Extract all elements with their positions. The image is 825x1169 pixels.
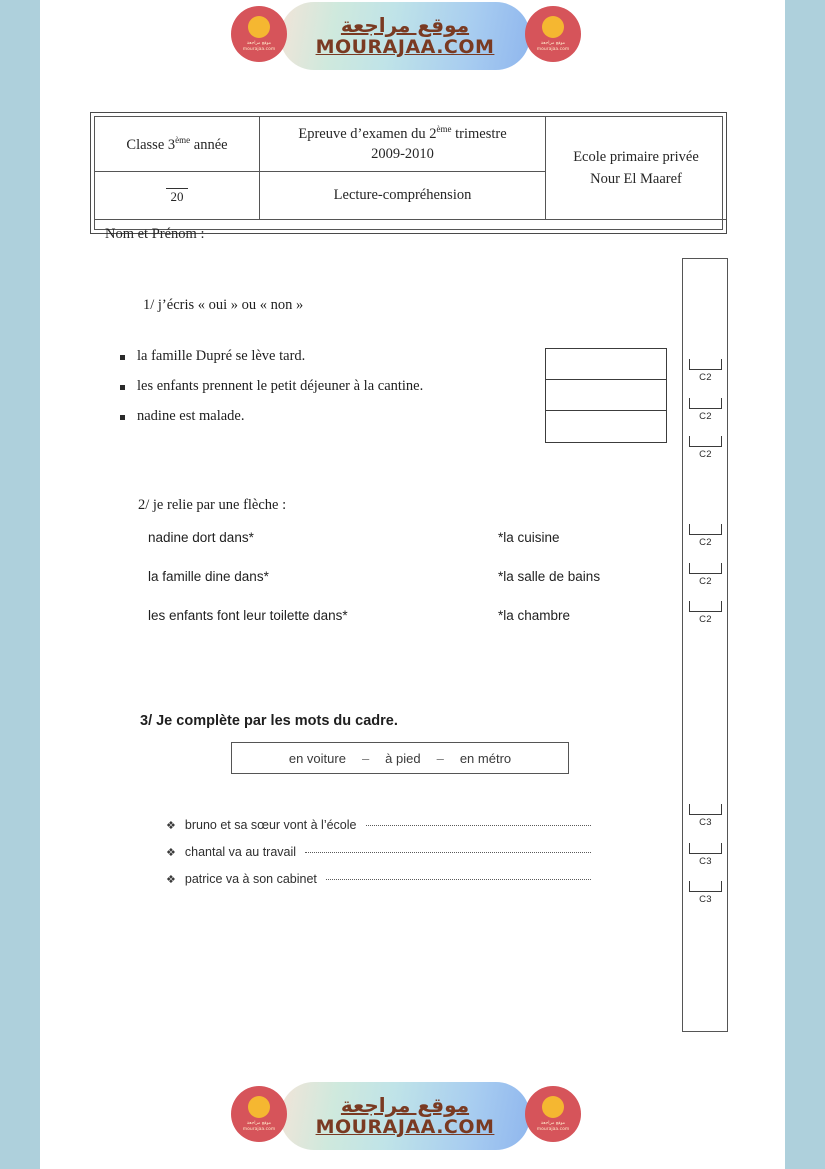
diamond-bullet-icon: ❖: [166, 819, 176, 832]
matching-right-item[interactable]: *la salle de bains: [498, 569, 601, 584]
logo-badge-icon: [542, 1096, 564, 1118]
statement-text: la famille Dupré se lève tard.: [137, 348, 306, 364]
competency-label: C2: [699, 411, 712, 422]
logo-caption-ar: موقع مراجعة: [246, 40, 272, 46]
header-cell-epreuve: [260, 117, 546, 172]
answer-blank-line[interactable]: [305, 852, 591, 853]
header-cell-matiere: Lecture-compréhension: [260, 172, 546, 220]
logo-caption-en: mourajaa.com: [536, 1126, 570, 1132]
word-bank-item: à pied: [385, 750, 421, 766]
competency-label: C2: [699, 614, 712, 625]
logo-caption-ar: موقع مراجعة: [246, 1120, 272, 1126]
classe-text: [126, 135, 227, 154]
ecole-line-2: Nour El Maaref: [590, 170, 682, 187]
competency-label: C3: [699, 894, 712, 905]
header-cell-note: [95, 172, 260, 220]
banner-site-url: MOURAJAA.COM: [315, 1116, 495, 1139]
epreuve-school-year: 2009-2010: [371, 146, 434, 163]
competency-bracket-icon: [689, 843, 722, 854]
banner-text-group: [280, 2, 530, 70]
logo-badge-icon: [248, 16, 270, 38]
exam-header-table: [90, 112, 727, 242]
competency-mark: [689, 563, 722, 587]
word-bank-item: en métro: [459, 750, 512, 766]
diamond-bullet-icon: ❖: [166, 873, 176, 886]
sentence-text: chantal va au travail: [184, 845, 297, 859]
matching-row: [148, 608, 648, 623]
epreuve-text-b: trimestre: [451, 126, 507, 143]
answer-blank-line[interactable]: [366, 825, 592, 826]
answer-cell[interactable]: [546, 380, 666, 411]
header-cell-ecole: [546, 117, 726, 220]
competency-bracket-icon: [689, 359, 722, 370]
competency-label: C2: [699, 576, 712, 587]
sentence-text: bruno et sa sœur vont à l’école: [184, 818, 357, 832]
exercise-3-fill-in-list: [166, 818, 591, 899]
competency-label: C2: [699, 449, 712, 460]
statement-text: les enfants prennent le petit déjeuner à la cantine.: [137, 378, 424, 394]
competency-margin-column: [682, 258, 728, 1032]
matching-left-item[interactable]: les enfants font leur toilette dans*: [148, 608, 348, 623]
logo-caption-en: mourajaa.com: [536, 46, 570, 52]
list-item: [166, 818, 591, 832]
logo-caption-en: mourajaa.com: [242, 46, 276, 52]
mourajaa-logo-icon-right: [525, 6, 581, 62]
word-separator: –: [361, 750, 370, 766]
banner-arabic-title: موقع مراجعة: [340, 1093, 470, 1118]
epreuve-text-a: Epreuve d’examen du 2: [298, 126, 437, 143]
matching-left-item[interactable]: la famille dine dans*: [148, 569, 269, 584]
diamond-bullet-icon: ❖: [166, 846, 176, 859]
header-cell-nom-prenom: Nom et Prénom :: [105, 225, 205, 242]
matching-right-item[interactable]: *la chambre: [498, 608, 571, 623]
square-bullet-icon: [120, 385, 125, 390]
competency-bracket-icon: [689, 524, 722, 535]
classe-prefix: Classe 3: [126, 136, 176, 153]
word-separator: –: [436, 750, 444, 766]
exercise-3-title: 3/ Je complète par les mots du cadre.: [140, 713, 398, 729]
competency-mark: [689, 524, 722, 548]
banner-text-group: [280, 1082, 530, 1150]
competency-mark: [689, 843, 722, 867]
list-item: [120, 408, 540, 425]
word-bank-item: en voiture: [288, 750, 346, 766]
competency-label: C2: [699, 372, 712, 383]
classe-suffix: année: [190, 136, 228, 153]
exercise-1-statement-list: [120, 348, 540, 438]
exercise-1-answer-grid[interactable]: [545, 348, 667, 443]
competency-bracket-icon: [689, 563, 722, 574]
classe-ordinal: ème: [175, 134, 191, 145]
epreuve-ordinal: ème: [436, 124, 452, 135]
square-bullet-icon: [120, 415, 125, 420]
mourajaa-logo-icon-left: [231, 1086, 287, 1142]
logo-caption-ar: موقع مراجعة: [540, 40, 566, 46]
list-item: [120, 348, 540, 365]
banner-arabic-title: موقع مراجعة: [340, 13, 470, 38]
list-item: [120, 378, 540, 395]
square-bullet-icon: [120, 355, 125, 360]
logo-caption: [537, 1121, 569, 1132]
mourajaa-logo-icon-left: [231, 6, 287, 62]
answer-cell[interactable]: [546, 411, 666, 442]
logo-caption-ar: موقع مراجعة: [540, 1120, 566, 1126]
matching-right-item[interactable]: *la cuisine: [498, 530, 560, 545]
answer-cell[interactable]: [546, 349, 666, 380]
answer-blank-line[interactable]: [326, 879, 591, 880]
matching-row: [148, 569, 648, 584]
competency-mark: [689, 436, 722, 460]
competency-mark: [689, 601, 722, 625]
logo-caption: [243, 41, 275, 52]
logo-caption-en: mourajaa.com: [242, 1126, 276, 1132]
exercise-2-matching-list: [148, 530, 648, 647]
list-item: [166, 872, 591, 886]
competency-label: C3: [699, 856, 712, 867]
logo-badge-icon: [542, 16, 564, 38]
score-fraction: [166, 188, 188, 203]
competency-mark: [689, 359, 722, 383]
exercise-2-title: 2/ je relie par une flèche :: [138, 497, 287, 513]
score-denominator: 20: [170, 189, 184, 204]
logo-caption: [243, 1121, 275, 1132]
competency-bracket-icon: [689, 804, 722, 815]
exercise-1-title: 1/ j’écris « oui » ou « non »: [143, 297, 304, 313]
ecole-line-1: Ecole primaire privée: [573, 149, 699, 166]
competency-bracket-icon: [689, 398, 722, 409]
competency-mark: [689, 398, 722, 422]
matching-row: [148, 530, 648, 545]
competency-mark: [689, 804, 722, 828]
mourajaa-logo-icon-right: [525, 1086, 581, 1142]
logo-badge-icon: [248, 1096, 270, 1118]
competency-bracket-icon: [689, 881, 722, 892]
competency-label: C3: [699, 817, 712, 828]
competency-bracket-icon: [689, 436, 722, 447]
competency-bracket-icon: [689, 601, 722, 612]
header-cell-classe: [95, 117, 260, 172]
competency-mark: [689, 881, 722, 905]
header-table-inner-border: [94, 116, 723, 242]
exercise-3-word-bank: [231, 742, 569, 774]
banner-site-url: MOURAJAA.COM: [315, 36, 495, 59]
watermark-banner-bottom: [225, 1080, 585, 1152]
watermark-banner-top: [225, 0, 585, 72]
statement-text: nadine est malade.: [137, 408, 245, 424]
logo-caption: [537, 41, 569, 52]
competency-label: C2: [699, 537, 712, 548]
sentence-text: patrice va à son cabinet: [184, 872, 317, 886]
epreuve-line1: [298, 124, 506, 143]
matching-left-item[interactable]: nadine dort dans*: [148, 530, 254, 545]
list-item: [166, 845, 591, 859]
